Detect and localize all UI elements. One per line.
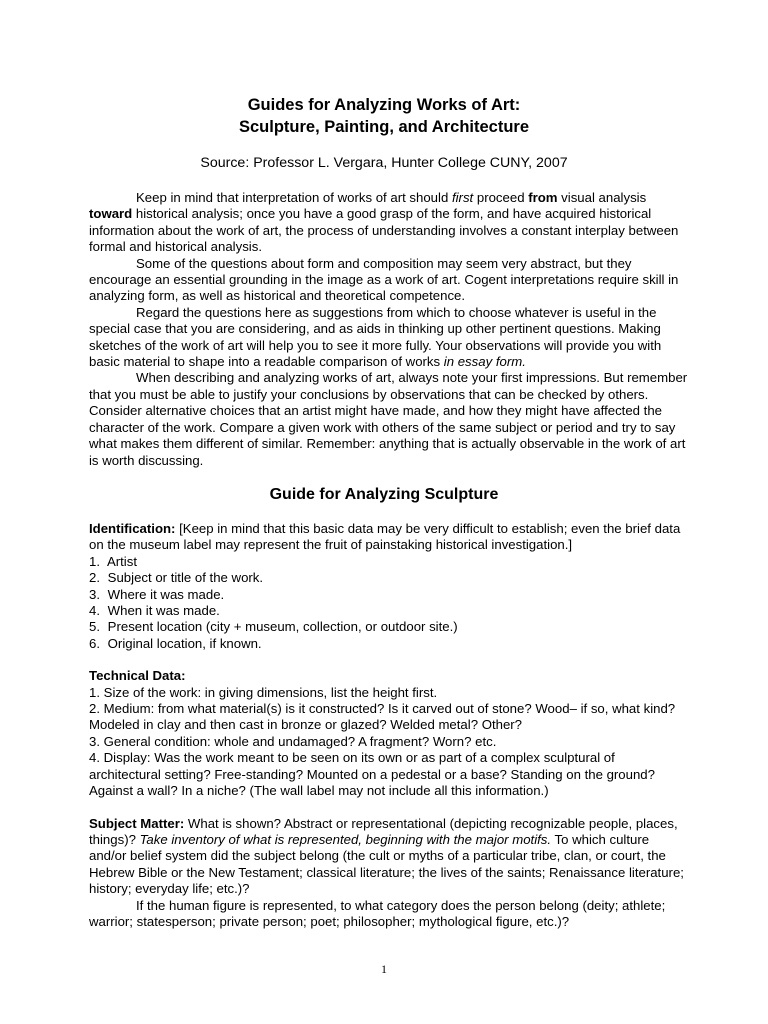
technical-data-label: Technical Data:: [89, 668, 186, 684]
identification-item: 1. Artist: [89, 553, 137, 569]
subject-matter-paragraph: Subject Matter: What is shown? Abstract or representational (depicting recognizable people, places, things)? Take inventory of what is represented, beginning with the major motifs. To which culture and/or belief system did the subject belong (the cult or myths of a particular tribe, clan, or court, the Hebrew Bible or the New Testament; classical literature; the lives of the saints; Renaissance literature; history; everyday life; etc.)?: [89, 815, 684, 897]
identification-paragraph: Identification: [Keep in mind that this basic data may be very difficult to establish; even the brief data on the museum label may represent the fruit of painstaking historical investigation.]: [89, 521, 681, 553]
technical-item: 2. Medium: from what material(s) is it constructed? Is it carved out of stone? Wood– if so, what kind? Modeled in clay and then cast in bronze or glazed? Welded metal? Other?: [89, 701, 676, 733]
subject-matter-label: Subject Matter:: [89, 815, 185, 831]
subject-matter-paragraph-2: If the human figure is represented, to what category does the person belong (deity; athlete; warrior; statesperson; private person; poet; philosopher; mythological figure, etc.)?: [89, 897, 666, 929]
technical-item: 4. Display: Was the work meant to be seen on its own or as part of a complex sculptural of architectural setting? Free-standing? Mounted on a pedestal or a base? Standing on the ground? Against a wall? In a niche? (The wall label may not include all this information.): [89, 750, 655, 799]
technical-item: 3. General condition: whole and undamaged? A fragment? Worn? etc.: [89, 733, 497, 749]
title-line-2: Sculpture, Painting, and Architecture: [238, 118, 529, 136]
identification-label: Identification:: [89, 521, 176, 536]
intro-paragraph-4: When describing and analyzing works of art, always note your first impressions. But remember that you must be able to justify your conclusions by observations that can be checked by others. Consider alternative choices that an artist might have made, and how they might have affected the character of the work. Compare a given work with others of the same subject or period and try to say what makes them different of similar. Remember: anything that is actually observable in the work of art is worth discussing.: [89, 370, 688, 468]
intro-section: [89, 190, 689, 469]
intro-paragraph-1: Keep in mind that interpretation of works of art should first proceed from visual analysis toward historical analysis; once you have a good grasp of the form, and have acquired historical information about the work of art, the process of understanding involves a constant interplay between formal and historical analysis.: [89, 190, 679, 255]
section-heading-sculpture: Guide for Analyzing Sculpture: [269, 486, 499, 503]
source-line: Source: Professor L. Vergara, Hunter College CUNY, 2007: [200, 155, 568, 171]
intro-paragraph-3: Regard the questions here as suggestions from which to choose whatever is useful in the special case that you are considering, and as aids in thinking up other pertinent questions. Making sketches of the work of art will help you to see it more fully. Your observations will provide you with basic material to shape into a readable comparison of works in essay form.: [89, 304, 662, 370]
identification-item: 6. Original location, if known.: [89, 635, 262, 651]
technical-item: 1. Size of the work: in giving dimensions, list the height first.: [89, 684, 438, 700]
intro-paragraph-2: Some of the questions about form and composition may seem very abstract, but they encourage an essential grounding in the image as a work of art. Cogent interpretations require skill in analyzing form, as well as historical and theoretical competence.: [89, 255, 679, 304]
sculpture-section: [89, 521, 689, 930]
title-line-1: Guides for Analyzing Works of Art:: [247, 96, 521, 114]
identification-item: 4. When it was made.: [89, 603, 220, 619]
page-title: [0, 94, 768, 138]
identification-item: 5. Present location (city + museum, collection, or outdoor site.): [89, 619, 458, 635]
page-number: 1: [381, 962, 387, 976]
identification-item: 3. Where it was made.: [89, 586, 225, 602]
identification-item: 2. Subject or title of the work.: [89, 570, 264, 586]
